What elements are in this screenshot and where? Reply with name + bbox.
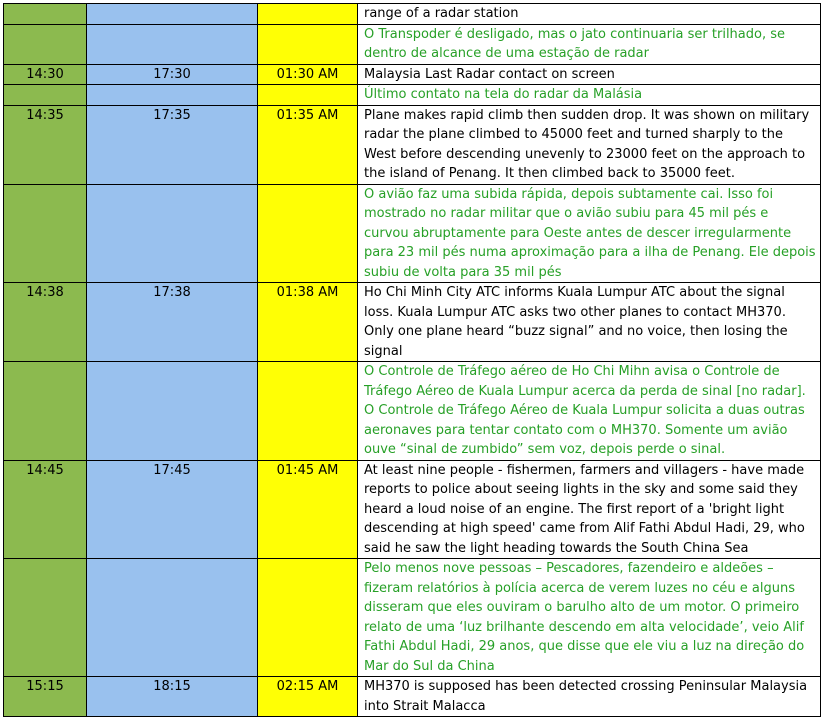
table-row [4,460,821,559]
malaysia-time-cell [258,559,358,677]
event-portuguese-cell: O Controle de Tráfego aéreo de Ho Chi Mihn avisa o Controle de Tráfego Aéreo de Kuala Lumpur acerca da perda de sinal [no radar]. O Controle de Tráfego Aéreo de Kuala Lumpur solicita a duas outras aeronaves para tentar contato com o MH370. Somente um avião ouve “sinal de zumbido” sem voz, depois perde o sinal. [358,362,821,461]
utc-time-cell [4,184,87,283]
malaysia-time-cell: 01:30 AM [258,64,358,85]
utc-time-cell [4,24,87,64]
table-row [4,677,821,717]
local-time-cell [87,4,258,25]
local-time-cell: 17:38 [87,283,258,362]
local-time-cell: 17:35 [87,105,258,184]
utc-time-cell: 15:15 [4,677,87,717]
local-time-cell: 18:15 [87,677,258,717]
malaysia-time-cell [258,362,358,461]
malaysia-time-cell: 01:45 AM [258,460,358,559]
local-time-cell: 17:45 [87,460,258,559]
table-row [4,85,821,106]
table-row [4,4,821,25]
utc-time-cell: 14:38 [4,283,87,362]
table-row [4,283,821,362]
table-row [4,64,821,85]
table-row [4,559,821,677]
local-time-cell: 17:30 [87,64,258,85]
local-time-cell [87,184,258,283]
local-time-cell [87,362,258,461]
local-time-cell [87,24,258,64]
malaysia-time-cell [258,184,358,283]
utc-time-cell: 14:30 [4,64,87,85]
malaysia-time-cell [258,4,358,25]
event-portuguese-cell: O avião faz uma subida rápida, depois subtamente cai. Isso foi mostrado no radar militar que o avião subiu para 45 mil pés e curvou abruptamente para Oeste antes de descer irregularmente para 23 mil pés numa aproximação para a ilha de Penang. Ele depois subiu de volta para 35 mil pés [358,184,821,283]
malaysia-time-cell: 02:15 AM [258,677,358,717]
event-english-cell: Malaysia Last Radar contact on screen [358,64,821,85]
event-english-cell: Ho Chi Minh City ATC informs Kuala Lumpur ATC about the signal loss. Kuala Lumpur ATC asks two other planes to contact MH370. Only one plane heard “buzz signal” and no voice, then losing the signal [358,283,821,362]
event-english-cell: range of a radar station [358,4,821,25]
event-english-cell: Plane makes rapid climb then sudden drop. It was shown on military radar the plane climbed to 45000 feet and turned sharply to the West before descending unevenly to 23000 feet on the approach to the island of Penang. It then climbed back to 35000 feet. [358,105,821,184]
malaysia-time-cell: 01:38 AM [258,283,358,362]
event-portuguese-cell: O Transpoder é desligado, mas o jato continuaria ser trilhado, se dentro de alcance de uma estação de radar [358,24,821,64]
table-row [4,105,821,184]
event-english-cell: At least nine people - fishermen, farmers and villagers - have made reports to police about seeing lights in the sky and some said they heard a loud noise of an engine. The first report of a 'bright light descending at high speed' came from Alif Fathi Abdul Hadi, 29, who said he saw the light heading towards the South China Sea [358,460,821,559]
table-row [4,184,821,283]
utc-time-cell [4,85,87,106]
utc-time-cell: 14:35 [4,105,87,184]
malaysia-time-cell [258,85,358,106]
utc-time-cell [4,559,87,677]
event-portuguese-cell: Pelo menos nove pessoas – Pescadores, fazendeiro e aldeões – fizeram relatórios à polícia acerca de verem luzes no céu e alguns disseram que eles ouviram o barulho alto de um motor. O primeiro relato de uma ‘luz brilhante descendo em alta velocidade’, veio Alif Fathi Abdul Hadi, 29 anos, que disse que ele viu a luz na direção do Mar do Sul da China [358,559,821,677]
local-time-cell [87,559,258,677]
timeline-table [3,3,821,717]
malaysia-time-cell: 01:35 AM [258,105,358,184]
table-row [4,24,821,64]
local-time-cell [87,85,258,106]
table-row [4,362,821,461]
malaysia-time-cell [258,24,358,64]
utc-time-cell [4,4,87,25]
utc-time-cell: 14:45 [4,460,87,559]
event-english-cell: MH370 is supposed has been detected crossing Peninsular Malaysia into Strait Malacca [358,677,821,717]
event-portuguese-cell: Último contato na tela do radar da Malásia [358,85,821,106]
utc-time-cell [4,362,87,461]
